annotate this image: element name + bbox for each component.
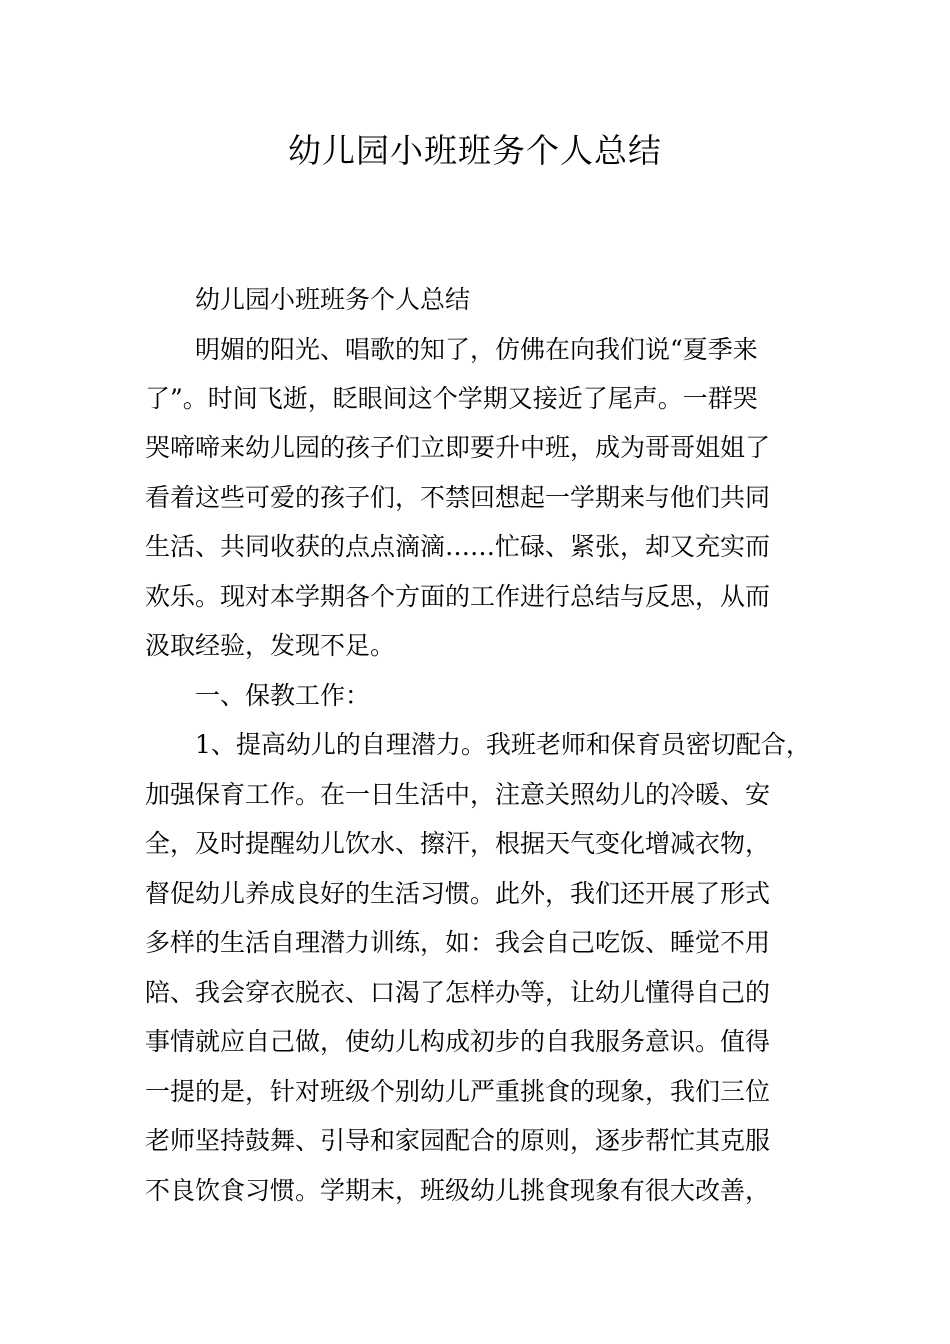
paragraph-line: 明媚的阳光、唱歌的知了，仿佛在向我们说“夏季来: [195, 335, 758, 364]
paragraph-line: 加强保育工作。在一日生活中，注意关照幼儿的冷暖、安: [145, 780, 771, 809]
paragraph-line: 欢乐。现对本学期各个方面的工作进行总结与反思，从而: [145, 582, 771, 611]
paragraph-line: 全，及时提醒幼儿饮水、擦汗，根据天气变化增减衣物，: [145, 829, 771, 858]
subtitle-line: 幼儿园小班班务个人总结: [195, 285, 471, 314]
document-title: 幼儿园小班班务个人总结: [288, 131, 662, 170]
paragraph-line: 老师坚持鼓舞、引导和家园配合的原则，逐步帮忙其克服: [145, 1126, 771, 1155]
paragraph-line: 不良饮食习惯。学期末，班级幼儿挑食现象有很大改善，: [145, 1176, 771, 1205]
paragraph-line: 汲取经验，发现不足。: [145, 631, 396, 660]
paragraph-line: 看着这些可爱的孩子们，不禁回想起一学期来与他们共同: [145, 483, 771, 512]
paragraph-line: 督促幼儿养成良好的生活习惯。此外，我们还开展了形式: [145, 879, 771, 908]
paragraph-line: 哭啼啼来幼儿园的孩子们立即要升中班，成为哥哥姐姐了: [145, 433, 771, 462]
paragraph-line: 事情就应自己做，使幼儿构成初步的自我服务意识。值得: [145, 1027, 771, 1056]
paragraph-line: 陪、我会穿衣脱衣、口渴了怎样办等，让幼儿懂得自己的: [145, 978, 771, 1007]
paragraph-line: 多样的生活自理潜力训练，如：我会自己吃饭、睡觉不用: [145, 928, 771, 957]
paragraph-line: 了”。时间飞逝，眨眼间这个学期又接近了尾声。一群哭: [145, 384, 758, 413]
paragraph-line: 1、提高幼儿的自理潜力。我班老师和保育员密切配合，: [195, 730, 811, 759]
section-heading: 一、保教工作：: [195, 681, 371, 710]
paragraph-line: 生活、共同收获的点点滴滴……忙碌、紧张，却又充实而: [145, 532, 771, 561]
paragraph-line: 一提的是，针对班级个别幼儿严重挑食的现象，我们三位: [145, 1077, 771, 1106]
